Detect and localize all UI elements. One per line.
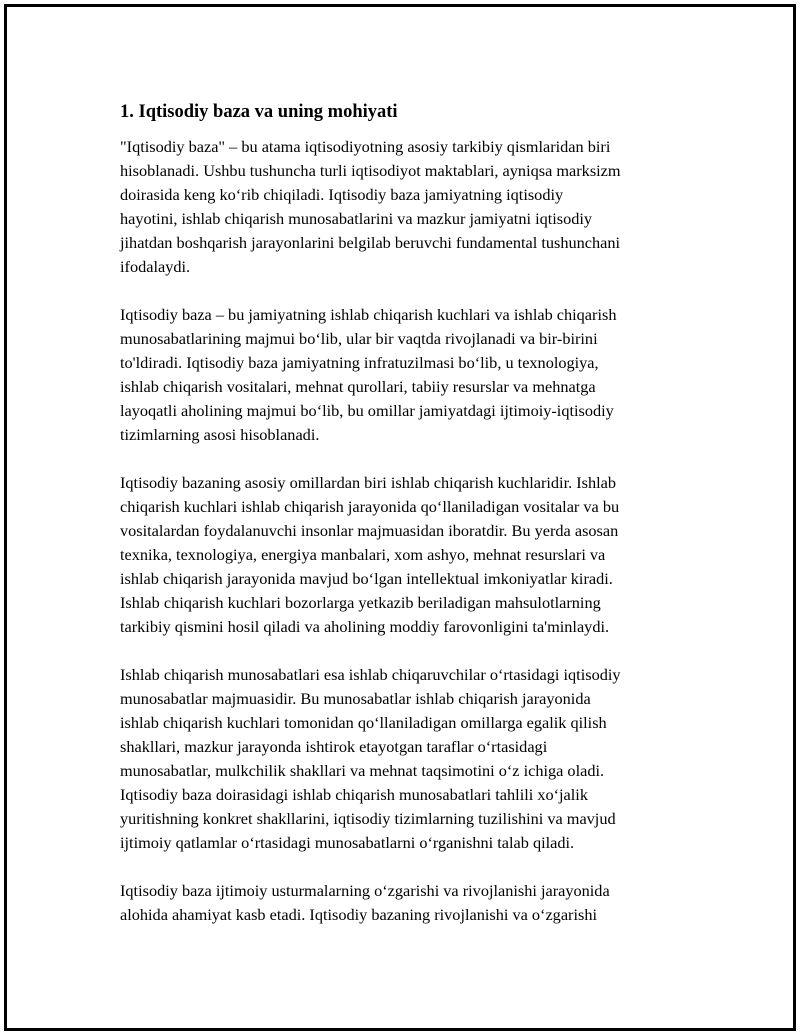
text-line: ishlab chiqarish jarayonida mavjud bo‘lgan intellektual imkoniyatlar kiradi. (120, 569, 613, 588)
text-line: munosabatlar, mulkchilik shakllari va mehnat taqsimotini o‘z ichiga oladi. (120, 761, 605, 780)
text-line: munosabatlar majmuasidir. Bu munosabatlar ishlab chiqarish jarayonida (120, 689, 591, 708)
text-line: Iqtisodiy bazaning asosiy omillardan biri ishlab chiqarish kuchlaridir. Ishlab (120, 473, 617, 492)
paragraph (120, 303, 710, 447)
paragraph (120, 135, 710, 279)
page-title: 1. Iqtisodiy baza va uning mohiyati (120, 102, 398, 122)
text-line: yuritishning konkret shakllarini, iqtisodiy tizimlarning tuzilishini va mavjud (120, 809, 616, 828)
text-line: alohida ahamiyat kasb etadi. Iqtisodiy bazaning rivojlanishi va o‘zgarishi (120, 905, 597, 924)
text-line: shakllari, mazkur jarayonda ishtirok etayotgan taraflar o‘rtasidagi (120, 737, 548, 756)
text-line: Iqtisodiy baza – bu jamiyatning ishlab chiqarish kuchlari va ishlab chiqarish (120, 305, 617, 324)
text-line: ishlab chiqarish vositalari, mehnat qurollari, tabiiy resurslar va mehnatga (120, 377, 596, 396)
text-line: ifodalaydi. (120, 257, 191, 276)
text-line: hayotini, ishlab chiqarish munosabatlarini va mazkur jamiyatni iqtisodiy (120, 209, 593, 228)
text-line: Ishlab chiqarish kuchlari bozorlarga yetkazib beriladigan mahsulotlarning (120, 593, 601, 612)
page-frame (4, 4, 796, 1031)
document-body (120, 99, 710, 951)
text-line: tarkibiy qismini hosil qiladi va aholining moddiy farovonligini ta'minlaydi. (120, 617, 610, 636)
text-line: vositalardan foydalanuvchi insonlar majmuasidan iboratdir. Bu yerda asosan (120, 521, 619, 540)
text-line: Iqtisodiy baza ijtimoiy usturmalarning o‘zgarishi va rivojlanishi jarayonida (120, 881, 610, 900)
text-line: ijtimoiy qatlamlar o‘rtasidagi munosabatlarni o‘rganishni talab qiladi. (120, 833, 575, 852)
text-line: ishlab chiqarish kuchlari tomonidan qo‘llaniladigan omillarga egalik qilish (120, 713, 607, 732)
text-line: doirasida keng ko‘rib chiqiladi. Iqtisodiy baza jamiyatning iqtisodiy (120, 185, 564, 204)
text-line: "Iqtisodiy baza" – bu atama iqtisodiyotning asosiy tarkibiy qismlaridan biri (120, 137, 611, 156)
text-line: Iqtisodiy baza doirasidagi ishlab chiqarish munosabatlari tahlili xo‘jalik (120, 785, 588, 804)
text-line: munosabatlarining majmui bo‘lib, ular bir vaqtda rivojlanadi va bir-birini (120, 329, 598, 348)
text-line: tizimlarning asosi hisoblanadi. (120, 425, 320, 444)
paragraphs-container (120, 135, 710, 927)
text-line: Ishlab chiqarish munosabatlari esa ishlab chiqaruvchilar o‘rtasidagi iqtisodiy (120, 665, 621, 684)
paragraph (120, 879, 710, 927)
text-line: to'ldiradi. Iqtisodiy baza jamiyatning infratuzilmasi bo‘lib, u texnologiya, (120, 353, 599, 372)
paragraph (120, 663, 710, 855)
text-line: chiqarish kuchlari ishlab chiqarish jarayonida qo‘llaniladigan vositalar va bu (120, 497, 620, 516)
text-line: layoqatli aholining majmui bo‘lib, bu omillar jamiyatdagi ijtimoiy-iqtisodiy (120, 401, 614, 420)
paragraph (120, 471, 710, 639)
text-line: texnika, texnologiya, energiya manbalari, xom ashyo, mehnat resurslari va (120, 545, 606, 564)
text-line: hisoblanadi. Ushbu tushuncha turli iqtisodiyot maktablari, ayniqsa marksizm (120, 161, 621, 180)
text-line: jihatdan boshqarish jarayonlarini belgilab beruvchi fundamental tushunchani (120, 233, 621, 252)
